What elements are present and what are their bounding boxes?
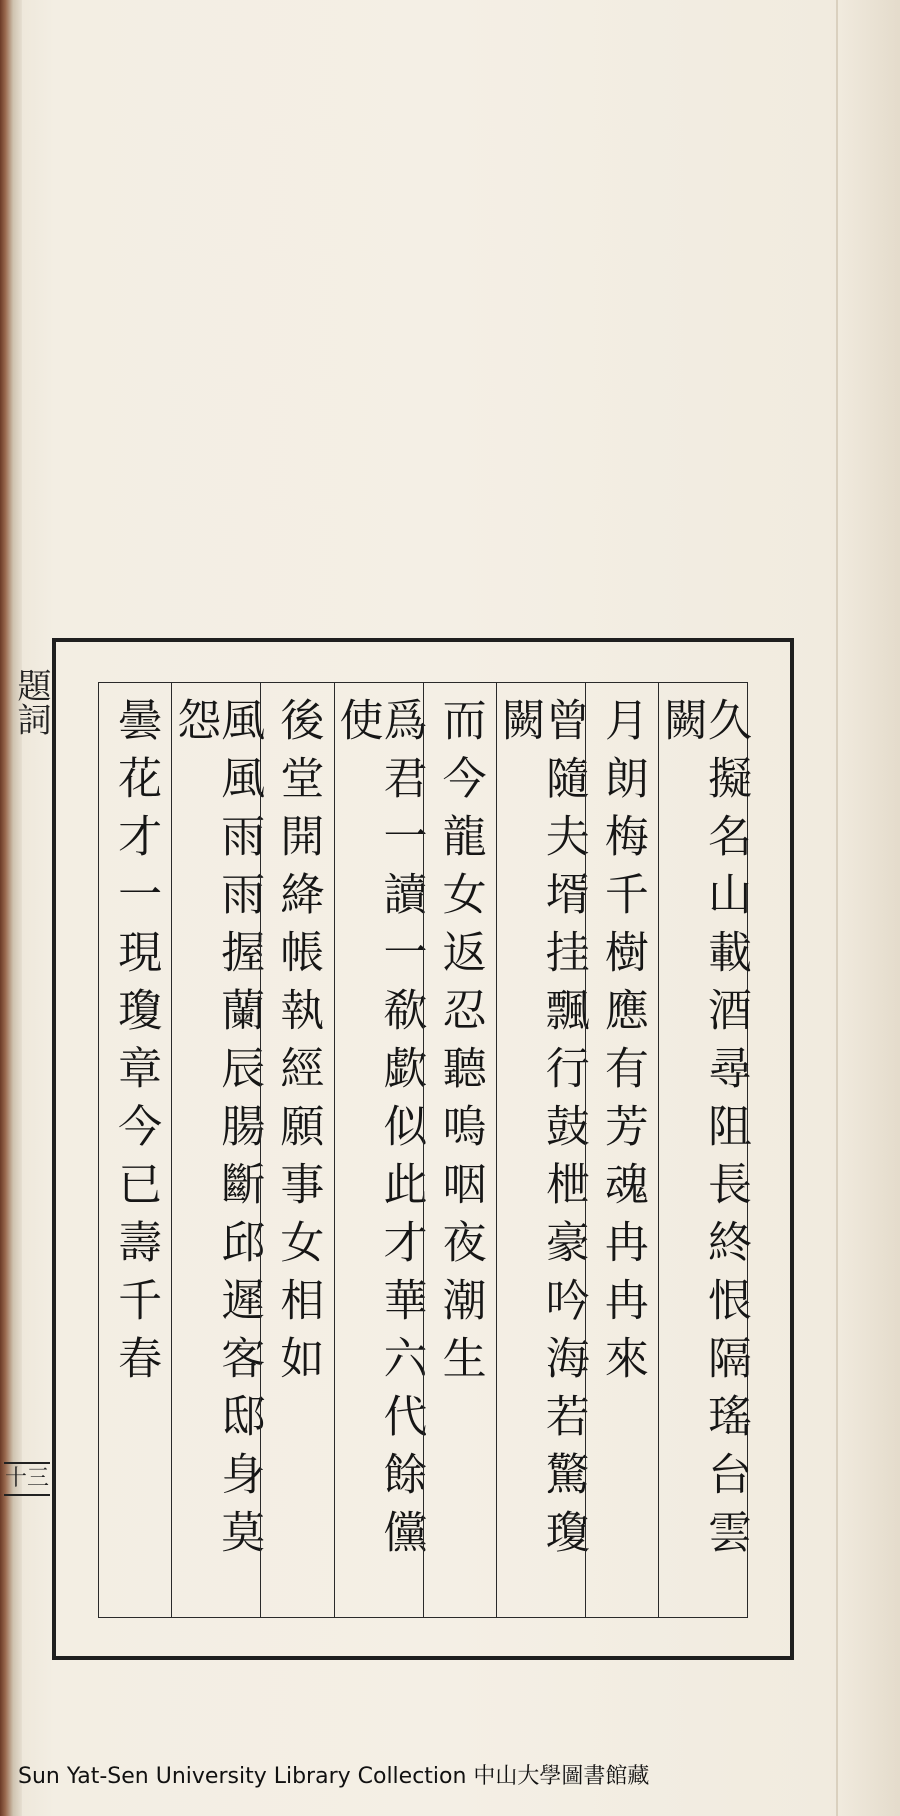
page-fold-line — [836, 0, 838, 1816]
column-text: 風風雨雨握蘭辰腸斷邱遲客邸身莫怨 — [169, 697, 265, 1567]
margin-page-number: 十三 — [4, 1462, 50, 1496]
text-column-6 — [260, 683, 333, 1617]
library-watermark: Sun Yat-Sen University Library Collection 中山大學圖書館藏 — [18, 1764, 650, 1789]
column-text: 月朗梅千樹應有芳魂冉冉來 — [596, 697, 648, 1393]
column-text: 而今龍女返忍聽嗚咽夜潮生 — [434, 697, 486, 1393]
text-column-1 — [656, 683, 751, 1617]
text-column-7 — [169, 683, 265, 1617]
column-text: 後堂開絳帳執經願事女相如 — [272, 697, 324, 1393]
text-block-columns — [98, 682, 751, 1618]
text-column-3 — [493, 683, 589, 1617]
text-column-2 — [585, 683, 658, 1617]
text-column-4 — [423, 683, 496, 1617]
column-text: 曇花才一現瓊章今已壽千春 — [110, 697, 162, 1393]
page-edge-shadow — [840, 0, 900, 1816]
text-column-5 — [331, 683, 427, 1617]
margin-section-label: 題詞 — [11, 668, 51, 736]
text-column-8 — [99, 683, 171, 1617]
column-text: 久擬名山載酒尋阻長終恨隔瑤台雲闕 — [656, 697, 751, 1567]
column-text: 爲君一讀一欷歔似此才華六代餘儻使 — [331, 697, 427, 1567]
column-text: 曾隨夫壻挂飄行鼓枻豪吟海若驚瓊闕 — [493, 697, 589, 1567]
book-spine — [0, 0, 22, 1816]
